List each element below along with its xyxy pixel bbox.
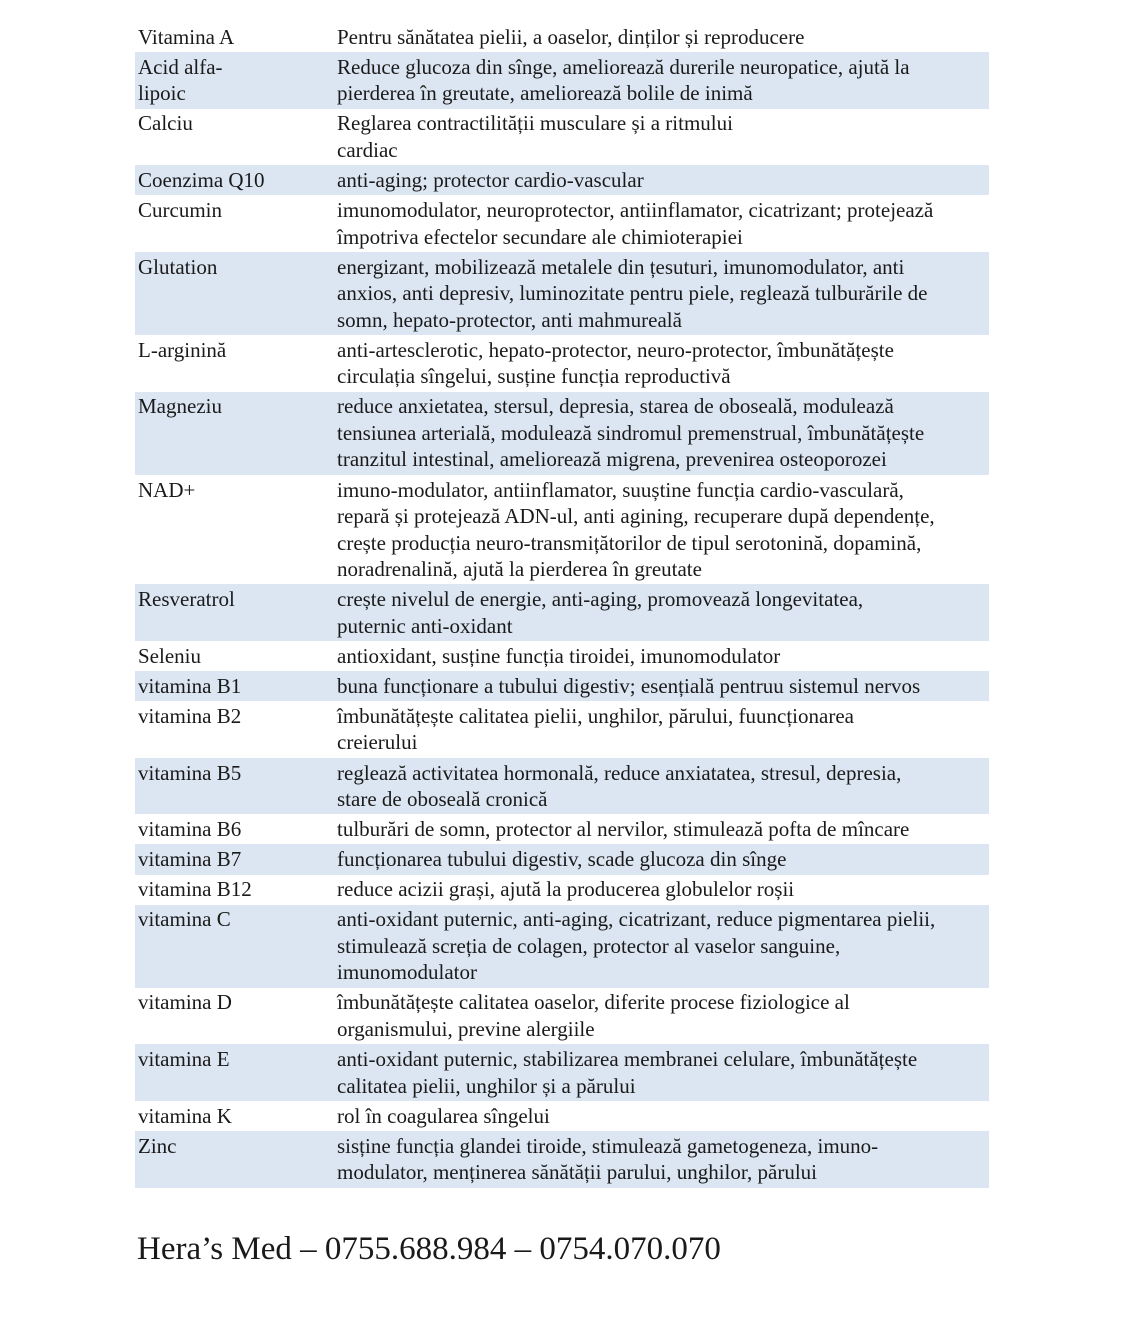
supplement-benefits: Reduce glucoza din sînge, ameliorează durerile neuropatice, ajută la pierderea în greutate, ameliorează bolile de inimă	[337, 54, 910, 106]
table-row	[135, 988, 989, 1045]
supplement-name: vitamina B1	[138, 673, 242, 698]
table-row	[135, 641, 989, 671]
supplement-name: vitamina D	[138, 990, 232, 1015]
supplement-benefits: tulburări de somn, protector al nervilor, stimulează pofta de mîncare	[337, 817, 910, 842]
supplement-name: Glutation	[138, 254, 218, 279]
contact-footer: Hera’s Med – 0755.688.984 – 0754.070.070	[137, 1231, 721, 1267]
supplement-name: Resveratrol	[138, 587, 235, 612]
table-row	[135, 1101, 989, 1131]
supplements-table	[135, 22, 989, 1188]
supplement-benefits: reglează activitatea hormonală, reduce anxiatatea, stresul, depresia, stare de oboseală cronică	[337, 760, 902, 812]
table-row	[135, 22, 989, 52]
supplement-name: vitamina B5	[138, 760, 242, 785]
supplement-name: vitamina B6	[138, 817, 242, 842]
supplement-name: Zinc	[138, 1133, 177, 1158]
table-row	[135, 475, 989, 585]
supplement-name: Seleniu	[138, 643, 201, 668]
supplement-name: vitamina B2	[138, 703, 242, 728]
table-row	[135, 701, 989, 758]
supplement-benefits: buna funcționare a tubului digestiv; esențială pentruu sistemul nervos	[337, 673, 921, 698]
supplement-benefits: imunomodulator, neuroprotector, antiinflamator, cicatrizant; protejează împotriva efectelor secundare ale chimioterapiei	[337, 198, 934, 249]
supplement-benefits: îmbunătățește calitatea oaselor, diferite procese fiziologice al organismului, previne alergiile	[337, 990, 850, 1041]
supplement-name: Coenzima Q10	[138, 168, 265, 193]
supplement-name: vitamina B12	[138, 877, 252, 902]
supplement-benefits: antioxidant, susține funcția tiroidei, imunomodulator	[337, 643, 781, 668]
supplement-benefits: anti-artesclerotic, hepato-protector, neuro-protector, îmbunătățește circulația sîngelui, susține funcția reproductivă	[337, 337, 894, 389]
supplement-benefits: anti-aging; protector cardio-vascular	[337, 168, 644, 193]
supplement-name: Curcumin	[138, 198, 222, 223]
supplement-benefits: reduce anxietatea, stersul, depresia, starea de oboseală, modulează tensiunea arterială, modulează sindromul premenstrual, îmbunătățește tranzitul intestinal, ameliorează migrena, prevenirea osteoporozei	[337, 394, 925, 472]
table-row	[135, 844, 989, 874]
supplement-name: Vitamina A	[138, 24, 235, 49]
supplement-benefits: reduce acizii grași, ajută la producerea globulelor roșii	[337, 877, 795, 902]
supplement-benefits: îmbunătățește calitatea pielii, unghilor, părului, fuuncționarea creierului	[337, 703, 854, 755]
supplement-name: vitamina B7	[138, 847, 242, 872]
table-row	[135, 392, 989, 475]
table-row	[135, 252, 989, 335]
table-row	[135, 671, 989, 701]
table-row	[135, 1044, 989, 1101]
table-row	[135, 905, 989, 988]
table-row	[135, 875, 989, 905]
supplement-name: L-arginină	[138, 337, 227, 362]
table-row	[135, 335, 989, 392]
table-row	[135, 584, 989, 641]
supplement-benefits: imuno-modulator, antiinflamator, suuștine funcția cardio-vasculară, repară și protejează ADN-ul, anti agining, recuperare după dependențe, crește producția neuro-transmițătorilor de tipul serotonină, dopamină, noradrenalină, ajută la pierderea în greutate	[337, 477, 935, 582]
supplement-benefits: anti-oxidant puternic, stabilizarea membranei celulare, îmbunătățește calitatea pielii, unghilor și a părului	[337, 1047, 918, 1098]
table-row	[135, 758, 989, 815]
supplement-name: vitamina K	[138, 1103, 232, 1128]
table-row	[135, 165, 989, 195]
supplement-name: Acid alfa- lipoic	[138, 54, 223, 106]
supplement-name: Calciu	[138, 111, 193, 136]
supplement-benefits: anti-oxidant puternic, anti-aging, cicatrizant, reduce pigmentarea pielii, stimulează screția de colagen, protector al vaselor sanguine, imunomodulator	[337, 907, 936, 985]
supplement-benefits: crește nivelul de energie, anti-aging, promovează longevitatea, puternic anti-oxidant	[337, 587, 864, 638]
supplement-benefits: Pentru sănătatea pielii, a oaselor, dinților și reproducere	[337, 24, 805, 49]
table-row	[135, 109, 989, 166]
supplement-name: Magneziu	[138, 394, 222, 419]
supplement-name: NAD+	[138, 477, 196, 502]
supplement-name: vitamina E	[138, 1047, 230, 1072]
supplement-benefits: funcționarea tubului digestiv, scade glucoza din sînge	[337, 847, 787, 872]
supplement-benefits: sisține funcția glandei tiroide, stimulează gametogeneza, imuno- modulator, menținerea sănătății parului, unghilor, părului	[337, 1133, 879, 1185]
table-row	[135, 1131, 989, 1188]
supplement-benefits: energizant, mobilizează metalele din țesuturi, imunomodulator, anti anxios, anti depresiv, luminozitate pentru piele, reglează tulburările de somn, hepato-protector, anti mahmureală	[337, 254, 928, 332]
table-row	[135, 195, 989, 252]
supplement-benefits: rol în coagularea sîngelui	[337, 1103, 550, 1128]
supplement-benefits: Reglarea contractilității musculare și a ritmului cardiac	[337, 111, 733, 162]
supplement-name: vitamina C	[138, 907, 231, 932]
table-row	[135, 814, 989, 844]
table-row	[135, 52, 989, 109]
